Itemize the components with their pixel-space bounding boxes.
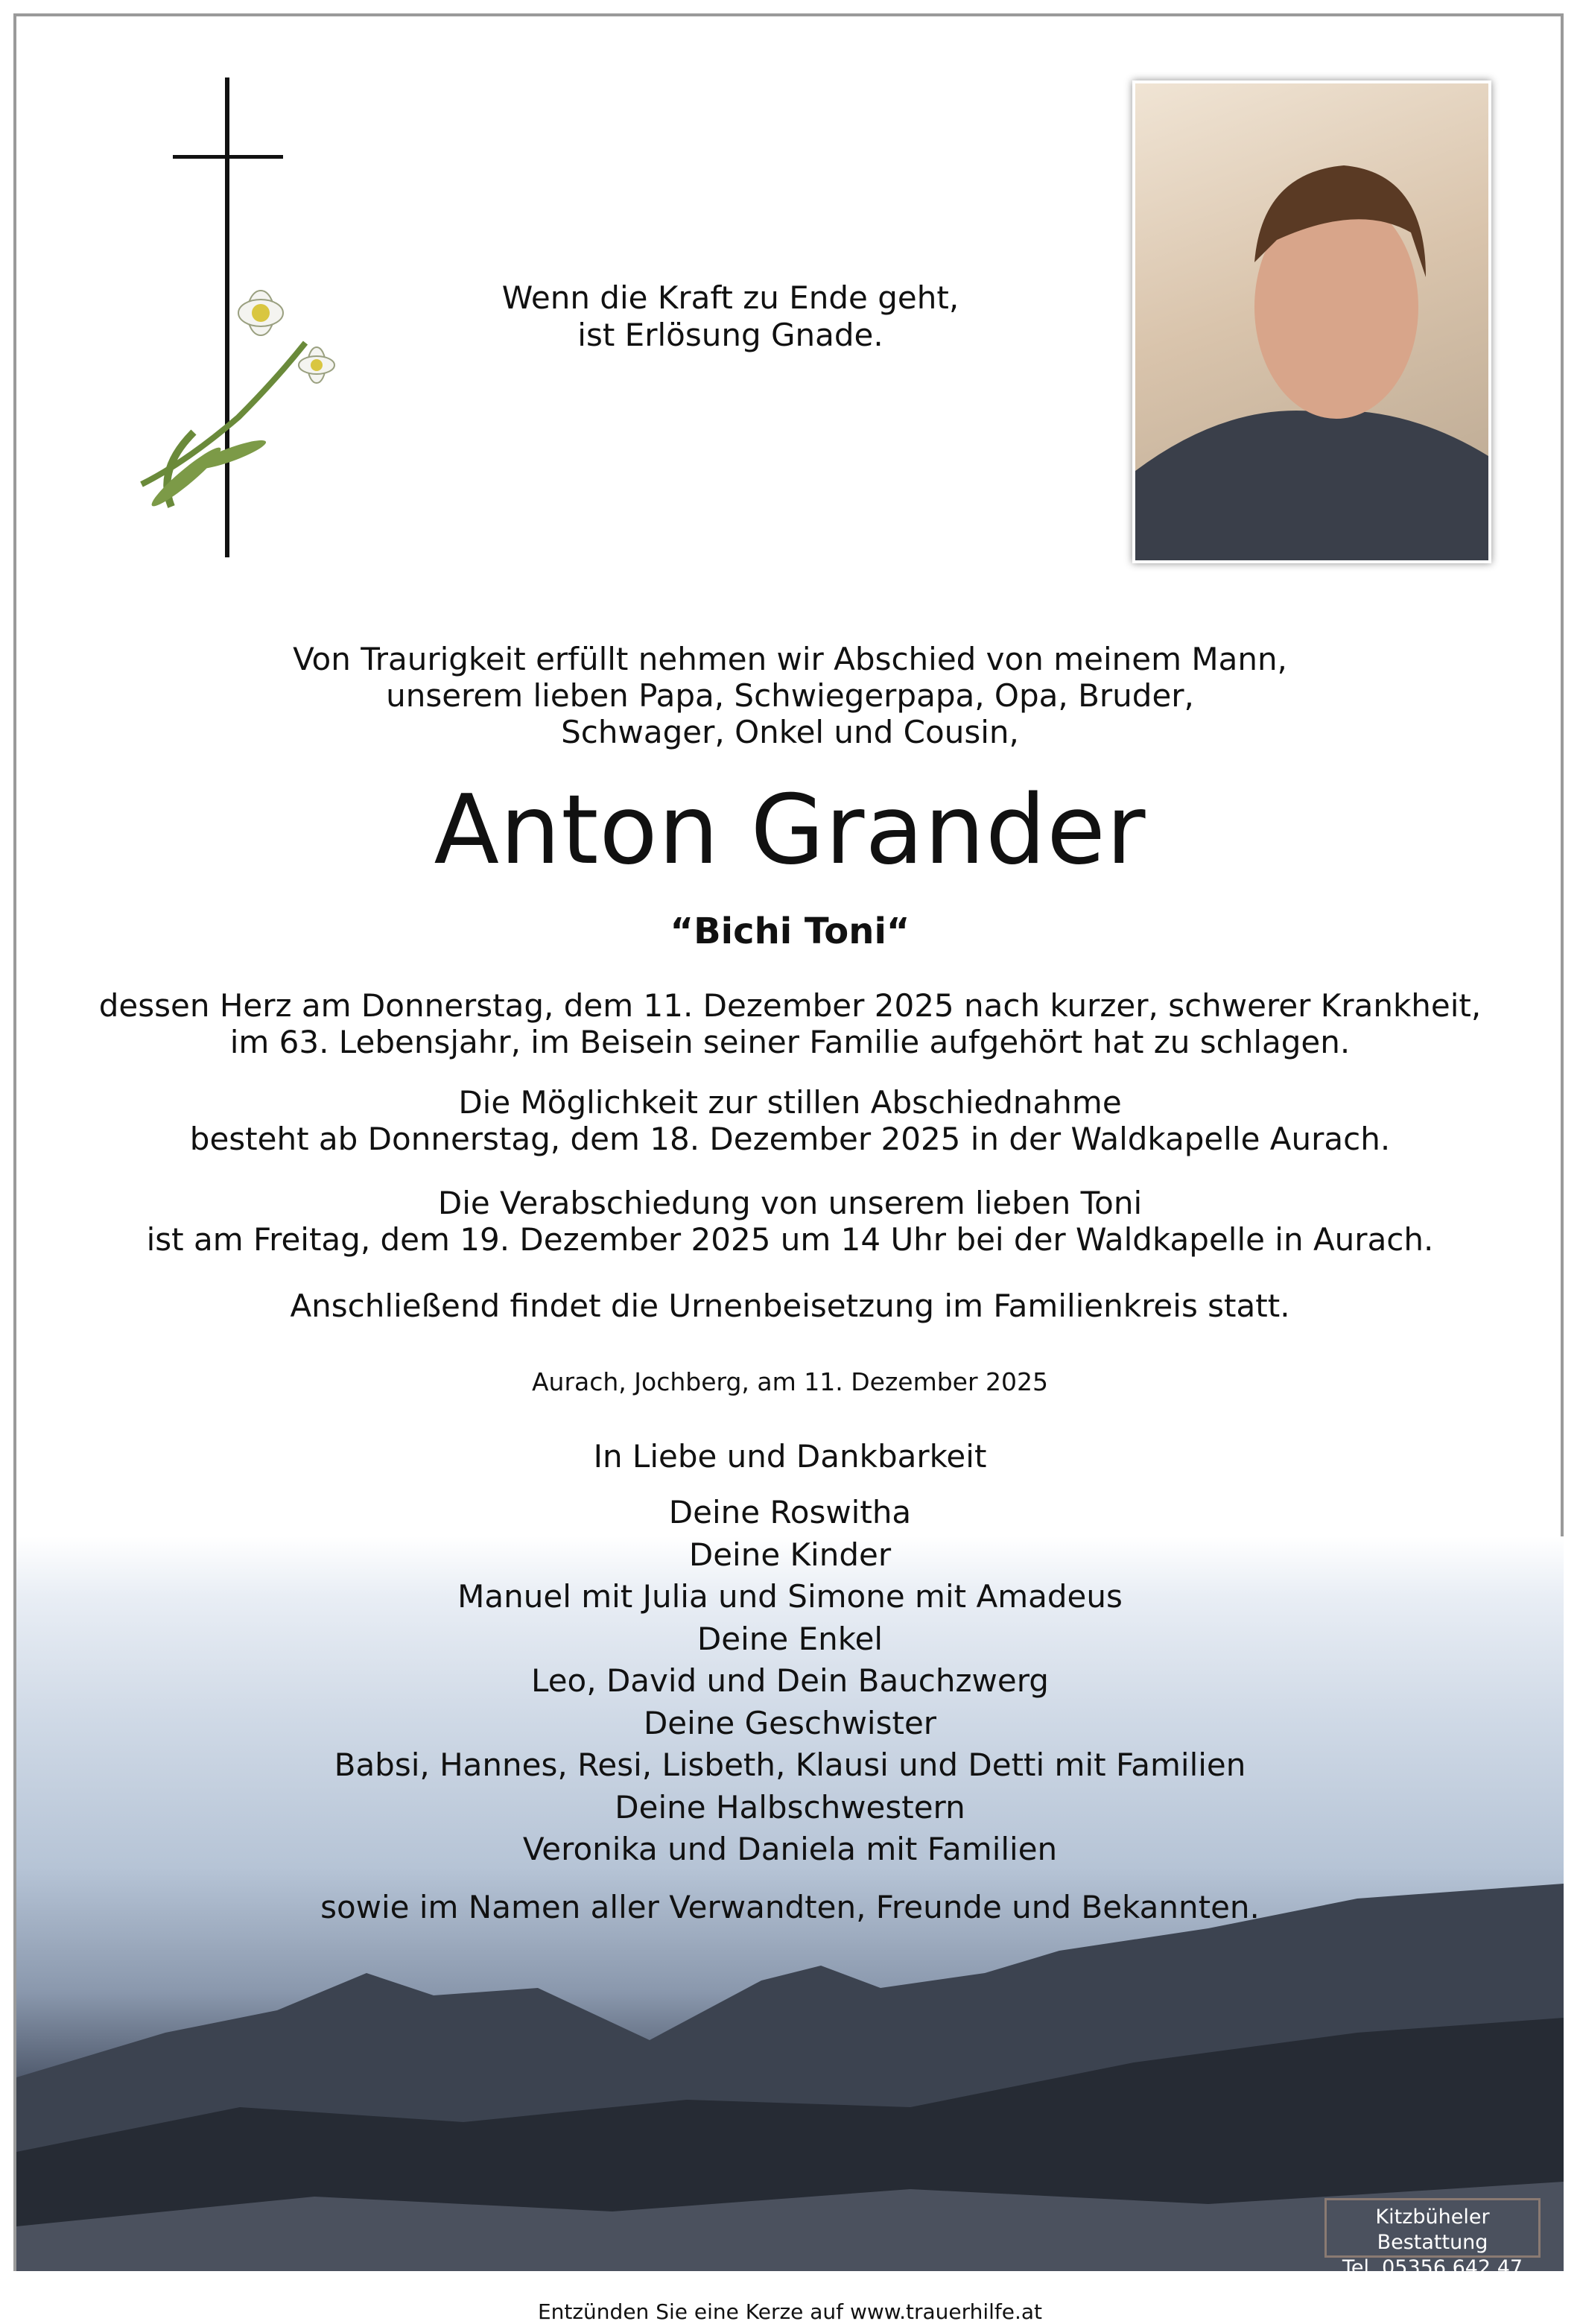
cross-bar: [173, 155, 283, 159]
viewing-line: Die Möglichkeit zur stillen Abschiednahme: [458, 1084, 1122, 1121]
undertaker-phone: Tel. 05356 642 47: [1342, 2256, 1523, 2279]
death-line: im 63. Lebensjahr, im Beisein seiner Familie aufgehört hat zu schlagen.: [229, 1024, 1351, 1060]
intro-line: unserem lieben Papa, Schwiegerpapa, Opa, Bruder,: [386, 677, 1194, 714]
mourner-line: Deine Kinder: [688, 1536, 892, 1573]
intro-line: Von Traurigkeit erfüllt nehmen wir Abschied von meinem Mann,: [293, 641, 1287, 677]
quote-line-2: ist Erlösung Gnade.: [577, 317, 883, 353]
undertaker-name: Kitzbüheler Bestattung: [1375, 2206, 1490, 2254]
mourner-line: Babsi, Hannes, Resi, Lisbeth, Klausi und Detti mit Familien: [334, 1747, 1246, 1783]
mourner-line: Deine Enkel: [697, 1621, 883, 1657]
farewell-line: Die Verabschiedung von unserem lieben Toni: [437, 1185, 1143, 1221]
nickname: “Bichi Toni“: [670, 911, 910, 952]
mourner-line: Veronika und Daniela mit Familien: [522, 1831, 1058, 1867]
mourner-line: Leo, David und Dein Bauchzwerg: [531, 1662, 1049, 1699]
viewing-line: besteht ab Donnerstag, dem 18. Dezember 2025 in der Waldkapelle Aurach.: [189, 1121, 1391, 1157]
mourner-line: Deine Geschwister: [643, 1705, 937, 1741]
mourner-line: Manuel mit Julia und Simone mit Amadeus: [457, 1578, 1123, 1615]
deceased-name: Anton Grander: [434, 775, 1146, 886]
undertaker-badge: [1324, 2198, 1541, 2279]
quote-line-1: Wenn die Kraft zu Ende geht,: [501, 279, 959, 316]
mourner-line: Deine Halbschwestern: [615, 1789, 965, 1826]
farewell-line: ist am Freitag, dem 19. Dezember 2025 um 14 Uhr bei der Waldkapelle in Aurach.: [146, 1221, 1434, 1258]
place-date: Aurach, Jochberg, am 11. Dezember 2025: [531, 1367, 1049, 1396]
death-line: dessen Herz am Donnerstag, dem 11. Dezember 2025 nach kurzer, schwerer Krankheit,: [98, 987, 1482, 1024]
final-line: sowie im Namen aller Verwandten, Freunde und Bekannten.: [320, 1889, 1260, 1925]
footer-link[interactable]: Entzünden Sie eine Kerze auf www.trauerhilfe.at: [537, 2299, 1043, 2324]
closing-line: In Liebe und Dankbarkeit: [593, 1438, 987, 1475]
intro-line: Schwager, Onkel und Cousin,: [561, 714, 1019, 750]
mourner-line: Deine Roswitha: [668, 1494, 912, 1530]
burial-line: Anschließend findet die Urnenbeisetzung im Familienkreis statt.: [290, 1288, 1290, 1324]
